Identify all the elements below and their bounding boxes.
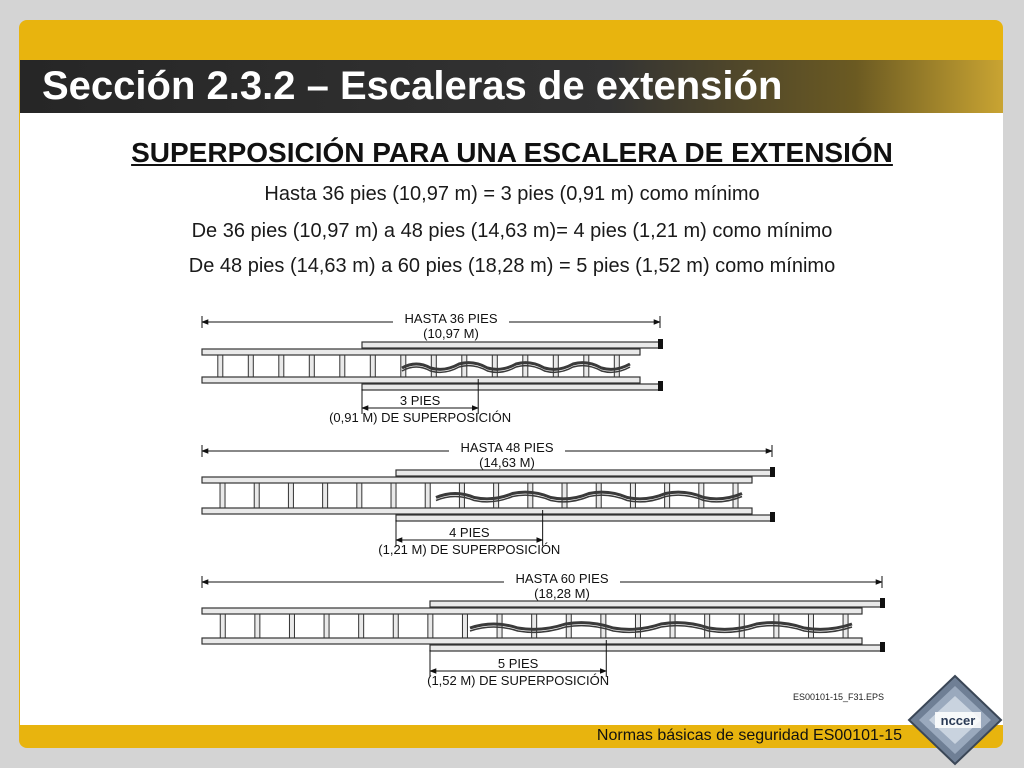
ladder-end-cap bbox=[880, 598, 885, 608]
ladder-base-top-rail bbox=[202, 477, 752, 483]
ladder-base-top-rail bbox=[202, 608, 862, 614]
nccer-logo bbox=[905, 672, 1005, 768]
overlap-label: 3 PIES bbox=[399, 393, 441, 408]
ladder-fly-top-rail bbox=[430, 601, 882, 607]
extension-ladder-diagram bbox=[190, 300, 910, 710]
slide-subtitle: SUPERPOSICIÓN PARA UNA ESCALERA DE EXTENSIÓN bbox=[131, 137, 893, 168]
rule-line-3: De 48 pies (14,63 m) a 60 pies (18,28 m) = 5 pies (1,52 m) como mínimo bbox=[188, 255, 836, 277]
ladder-fly-bottom-rail bbox=[430, 645, 882, 651]
length-metric-label: (14,63 M) bbox=[479, 455, 535, 470]
ladder-2 bbox=[202, 440, 775, 557]
ladder-3 bbox=[202, 571, 885, 688]
length-label: HASTA 60 PIES bbox=[515, 571, 609, 586]
length-metric-label: (10,97 M) bbox=[423, 326, 479, 341]
ladder-base-bottom-rail bbox=[202, 377, 640, 383]
ladder-base-top-rail bbox=[202, 349, 640, 355]
overlap-metric-label: (0,91 M) DE SUPERPOSICIÓN bbox=[329, 410, 512, 425]
ladder-end-cap bbox=[770, 512, 775, 522]
rule-line-1: Hasta 36 pies (10,97 m) = 3 pies (0,91 m) como mínimo bbox=[264, 183, 760, 205]
slide-title: Sección 2.3.2 – Escaleras de extensión bbox=[42, 64, 783, 108]
ladder-fly-bottom-rail bbox=[396, 515, 772, 521]
ladders-group bbox=[202, 311, 885, 688]
logo-text: nccer bbox=[940, 713, 976, 728]
overlap-metric-label: (1,21 M) DE SUPERPOSICIÓN bbox=[378, 542, 561, 557]
footer-text: Normas básicas de seguridad ES00101-15 bbox=[596, 727, 902, 744]
ladder-end-cap bbox=[880, 642, 885, 652]
overlap-metric-label: (1,52 M) DE SUPERPOSICIÓN bbox=[427, 673, 610, 688]
ladder-fly-top-rail bbox=[396, 470, 772, 476]
length-label: HASTA 48 PIES bbox=[460, 440, 554, 455]
ladder-fly-bottom-rail bbox=[362, 384, 660, 390]
overlap-label: 5 PIES bbox=[497, 656, 539, 671]
ladder-base-bottom-rail bbox=[202, 508, 752, 514]
ladder-base-bottom-rail bbox=[202, 638, 862, 644]
ladder-end-cap bbox=[770, 467, 775, 477]
figure-id-label: ES00101-15_F31.EPS bbox=[793, 692, 885, 702]
rule-line-2: De 36 pies (10,97 m) a 48 pies (14,63 m)= 4 pies (1,21 m) como mínimo bbox=[191, 220, 833, 242]
overlap-label: 4 PIES bbox=[449, 525, 490, 540]
ladder-fly-top-rail bbox=[362, 342, 660, 348]
ladder-end-cap bbox=[658, 381, 663, 391]
ladder-1 bbox=[202, 311, 663, 425]
length-metric-label: (18,28 M) bbox=[534, 586, 590, 601]
ladder-end-cap bbox=[658, 339, 663, 349]
length-label: HASTA 36 PIES bbox=[404, 311, 498, 326]
